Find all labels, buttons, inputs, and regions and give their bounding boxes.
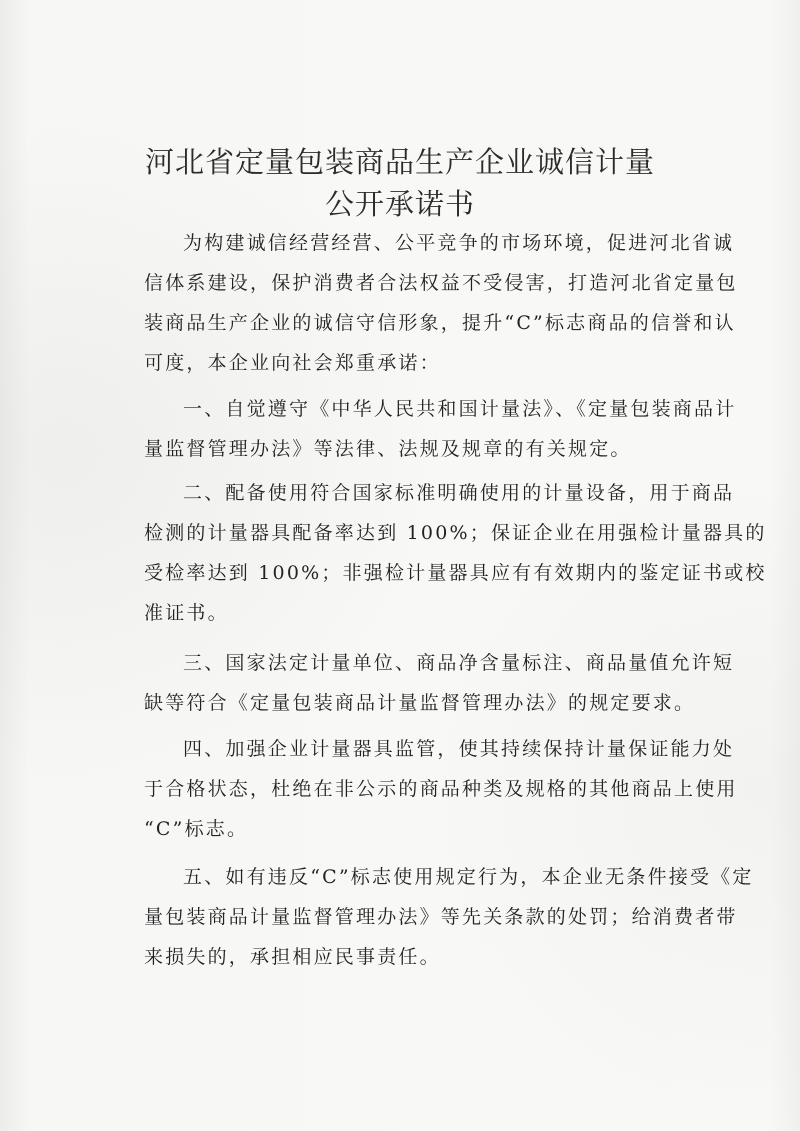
- paragraph-3-line-2: 检测的计量器具配备率达到 100%；保证企业在用强检计量器具的: [144, 522, 767, 544]
- paragraph-3-line-4: 准证书。: [144, 602, 229, 624]
- paragraph-1-line-3: 装商品生产企业的诚信守信形象，提升“C”标志商品的信誉和认: [144, 312, 736, 334]
- paragraph-3-line-1: 二、配备使用符合国家标准明确使用的计量设备，用于商品: [183, 482, 735, 504]
- paragraph-1-line-1: 为构建诚信经营经营、公平竞争的市场环境，促进河北省诚: [183, 232, 735, 254]
- document-title-line-1: 河北省定量包装商品生产企业诚信计量: [144, 145, 655, 179]
- paragraph-6-line-1: 五、如有违反“C”标志使用规定行为，本企业无条件接受《定: [183, 866, 754, 888]
- paragraph-4-line-2: 缺等符合《定量包装商品计量监督管理办法》的规定要求。: [144, 692, 696, 714]
- document-title-line-2: 公开承诺书: [324, 187, 475, 221]
- paragraph-5-line-1: 四、加强企业计量器具监管，使其持续保持计量保证能力处: [183, 738, 735, 760]
- paragraph-3-line-3: 受检率达到 100%；非强检计量器具应有有效期内的鉴定证书或校: [144, 562, 767, 584]
- paragraph-5-line-2: 于合格状态，杜绝在非公示的商品种类及规格的其他商品上使用: [144, 778, 738, 800]
- paragraph-2-line-2: 量监督管理办法》等法律、法规及规章的有关规定。: [144, 438, 632, 460]
- paragraph-4-line-1: 三、国家法定计量单位、商品净含量标注、商品量值允许短: [183, 652, 735, 674]
- paragraph-6-line-3: 来损失的，承担相应民事责任。: [144, 946, 441, 968]
- paragraph-2-line-1: 一、自觉遵守《中华人民共和国计量法》、《定量包装商品计: [183, 398, 737, 420]
- paragraph-1-line-2: 信体系建设，保护消费者合法权益不受侵害，打造河北省定量包: [144, 272, 738, 294]
- paragraph-1-line-4: 可度，本企业向社会郑重承诺：: [144, 352, 441, 374]
- paragraph-6-line-2: 量包装商品计量监督管理办法》等先关条款的处罚；给消费者带: [144, 906, 738, 928]
- paragraph-5-line-3: “C”标志。: [144, 818, 249, 840]
